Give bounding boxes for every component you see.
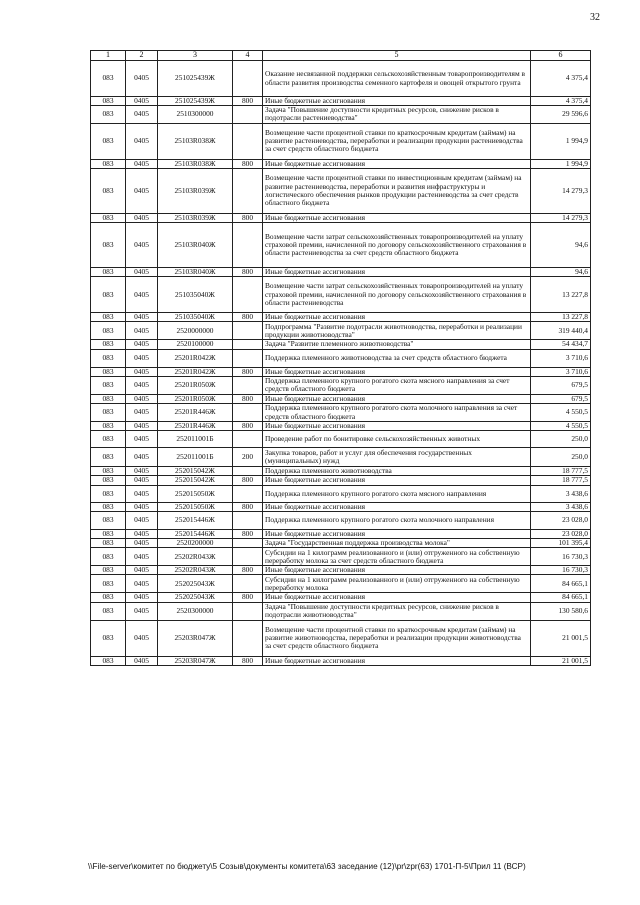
cell-amount: 3 710,6	[531, 349, 591, 367]
cell-section-code: 0405	[126, 593, 158, 602]
cell-amount: 250,0	[531, 448, 591, 467]
cell-section-code: 0405	[126, 656, 158, 665]
cell-name: Иные бюджетные ассигнования	[263, 422, 531, 431]
cell-section-code: 0405	[126, 340, 158, 349]
cell-name: Иные бюджетные ассигнования	[263, 367, 531, 376]
cell-expense-type	[233, 548, 263, 566]
cell-name: Поддержка племенного крупного рогатого скота мясного направления	[263, 485, 531, 502]
cell-section-code: 0405	[126, 213, 158, 222]
cell-target-article: 251025439Ж	[158, 61, 233, 97]
cell-name: Задача "Развитие племенного животноводства"	[263, 340, 531, 349]
cell-amount: 84 665,1	[531, 593, 591, 602]
cell-amount: 1 994,9	[531, 159, 591, 168]
cell-expense-type: 800	[233, 502, 263, 511]
cell-section-code: 0405	[126, 431, 158, 448]
cell-section-code: 0405	[126, 349, 158, 367]
cell-target-article: 252015050Ж	[158, 502, 233, 511]
cell-amount: 29 596,6	[531, 106, 591, 123]
cell-amount: 4 375,4	[531, 61, 591, 97]
cell-amount: 130 580,6	[531, 602, 591, 620]
cell-name: Оказание несвязанной поддержки сельскохозяйственным товаропроизводителям в области развития производства семенного картофеля и овощей открытого грунта	[263, 61, 531, 97]
cell-target-article: 251035040Ж	[158, 313, 233, 322]
cell-ministry-code: 083	[91, 268, 126, 277]
cell-name: Возмещение части процентной ставки по инвестиционным кредитам (займам) на развитие растениеводства, переработки и развития инфраструктуры и логистического обеспечения рынков продукции растениеводства за счет средств областного бюджета	[263, 168, 531, 213]
cell-name: Возмещение части затрат сельскохозяйственных товаропроизводителей на уплату страховой премии, начисленной по договору сельскохозяйственного страхования в области растениеводства за счет средств областного бюджета	[263, 223, 531, 268]
cell-amount: 16 730,3	[531, 548, 591, 566]
cell-ministry-code: 083	[91, 213, 126, 222]
cell-ministry-code: 083	[91, 485, 126, 502]
cell-amount: 23 028,0	[531, 529, 591, 538]
cell-target-article: 25201R042Ж	[158, 367, 233, 376]
cell-amount: 16 730,3	[531, 566, 591, 575]
cell-ministry-code: 083	[91, 223, 126, 268]
cell-amount: 21 001,5	[531, 656, 591, 665]
cell-amount: 21 001,5	[531, 620, 591, 656]
cell-expense-type: 800	[233, 159, 263, 168]
cell-amount: 23 028,0	[531, 511, 591, 529]
table-row	[91, 349, 591, 367]
cell-section-code: 0405	[126, 529, 158, 538]
cell-target-article: 25201R050Ж	[158, 376, 233, 394]
cell-target-article: 251035040Ж	[158, 277, 233, 313]
cell-expense-type	[233, 340, 263, 349]
table-row	[91, 602, 591, 620]
cell-ministry-code: 083	[91, 168, 126, 213]
cell-target-article: 252025043Ж	[158, 575, 233, 593]
cell-name: Задача "Повышение доступности кредитных ресурсов, снижение рисков в подотрасли животноводства"	[263, 602, 531, 620]
cell-ministry-code: 083	[91, 404, 126, 422]
cell-target-article: 2520200000	[158, 539, 233, 548]
cell-section-code: 0405	[126, 485, 158, 502]
table-row	[91, 422, 591, 431]
cell-expense-type: 800	[233, 476, 263, 485]
cell-expense-type: 800	[233, 268, 263, 277]
cell-target-article: 252011001Б	[158, 448, 233, 467]
column-header: 4	[233, 51, 263, 61]
table-row	[91, 404, 591, 422]
cell-ministry-code: 083	[91, 620, 126, 656]
cell-target-article: 252015050Ж	[158, 485, 233, 502]
cell-section-code: 0405	[126, 313, 158, 322]
cell-expense-type	[233, 168, 263, 213]
cell-amount: 13 227,8	[531, 277, 591, 313]
table-row	[91, 476, 591, 485]
cell-section-code: 0405	[126, 620, 158, 656]
cell-target-article: 252025043Ж	[158, 593, 233, 602]
cell-name: Задача "Повышение доступности кредитных ресурсов, снижение рисков в подотрасли растениеводства"	[263, 106, 531, 123]
cell-expense-type	[233, 322, 263, 340]
cell-ministry-code: 083	[91, 566, 126, 575]
table-row	[91, 223, 591, 268]
cell-expense-type	[233, 61, 263, 97]
cell-amount: 319 440,4	[531, 322, 591, 340]
table-row	[91, 394, 591, 403]
cell-target-article: 25103R040Ж	[158, 268, 233, 277]
cell-target-article: 25202R043Ж	[158, 566, 233, 575]
cell-section-code: 0405	[126, 467, 158, 476]
cell-amount: 101 395,4	[531, 539, 591, 548]
column-header: 3	[158, 51, 233, 61]
cell-name: Субсидии на 1 килограмм реализованного и (или) отгруженного на собственную переработку молока за счет средств областного бюджета	[263, 548, 531, 566]
cell-amount: 14 279,3	[531, 213, 591, 222]
column-header: 5	[263, 51, 531, 61]
cell-name: Поддержка племенного крупного рогатого скота молочного направления за счет средств областного бюджета	[263, 404, 531, 422]
table-row	[91, 529, 591, 538]
cell-ministry-code: 083	[91, 422, 126, 431]
cell-expense-type: 800	[233, 656, 263, 665]
cell-section-code: 0405	[126, 422, 158, 431]
table-row	[91, 620, 591, 656]
cell-amount: 13 227,8	[531, 313, 591, 322]
cell-target-article: 252015042Ж	[158, 476, 233, 485]
cell-name: Поддержка племенного животноводства	[263, 467, 531, 476]
cell-expense-type	[233, 404, 263, 422]
cell-section-code: 0405	[126, 602, 158, 620]
table-row	[91, 566, 591, 575]
table-row	[91, 593, 591, 602]
cell-amount: 3 710,6	[531, 367, 591, 376]
cell-name: Иные бюджетные ассигнования	[263, 394, 531, 403]
cell-target-article: 25103R038Ж	[158, 123, 233, 159]
table-row	[91, 322, 591, 340]
cell-expense-type	[233, 349, 263, 367]
cell-expense-type: 800	[233, 213, 263, 222]
cell-expense-type: 800	[233, 593, 263, 602]
table-row	[91, 511, 591, 529]
cell-amount: 84 665,1	[531, 575, 591, 593]
cell-target-article: 2520000000	[158, 322, 233, 340]
table-row	[91, 485, 591, 502]
cell-expense-type: 800	[233, 422, 263, 431]
cell-amount: 679,5	[531, 394, 591, 403]
column-header: 6	[531, 51, 591, 61]
cell-expense-type	[233, 123, 263, 159]
cell-amount: 4 550,5	[531, 422, 591, 431]
table-row	[91, 448, 591, 467]
table-row	[91, 159, 591, 168]
cell-expense-type	[233, 485, 263, 502]
cell-amount: 14 279,3	[531, 168, 591, 213]
cell-section-code: 0405	[126, 448, 158, 467]
cell-amount: 18 777,5	[531, 476, 591, 485]
table-row	[91, 367, 591, 376]
cell-amount: 250,0	[531, 431, 591, 448]
cell-expense-type: 800	[233, 97, 263, 106]
table-row	[91, 277, 591, 313]
cell-section-code: 0405	[126, 566, 158, 575]
table-row	[91, 97, 591, 106]
cell-name: Поддержка племенного крупного рогатого скота молочного направления	[263, 511, 531, 529]
cell-name: Иные бюджетные ассигнования	[263, 502, 531, 511]
cell-section-code: 0405	[126, 476, 158, 485]
cell-ministry-code: 083	[91, 106, 126, 123]
cell-target-article: 25103R040Ж	[158, 223, 233, 268]
cell-target-article: 25201R446Ж	[158, 422, 233, 431]
cell-target-article: 25203R047Ж	[158, 656, 233, 665]
cell-section-code: 0405	[126, 511, 158, 529]
cell-expense-type: 200	[233, 448, 263, 467]
cell-ministry-code: 083	[91, 367, 126, 376]
cell-section-code: 0405	[126, 367, 158, 376]
cell-target-article: 252015446Ж	[158, 529, 233, 538]
cell-expense-type	[233, 277, 263, 313]
cell-name: Подпрограмма "Развитие подотрасли животноводства, переработки и реализации продукции животноводства"	[263, 322, 531, 340]
cell-amount: 4 375,4	[531, 97, 591, 106]
cell-name: Возмещение части затрат сельскохозяйственных товаропроизводителей на уплату страховой премии, начисленной по договору сельскохозяйственного страхования в области растениеводства	[263, 277, 531, 313]
cell-target-article: 251025439Ж	[158, 97, 233, 106]
cell-ministry-code: 083	[91, 61, 126, 97]
cell-name: Иные бюджетные ассигнования	[263, 593, 531, 602]
table-row	[91, 502, 591, 511]
cell-target-article: 2510300000	[158, 106, 233, 123]
cell-amount: 94,6	[531, 268, 591, 277]
cell-section-code: 0405	[126, 159, 158, 168]
cell-name: Закупка товаров, работ и услуг для обеспечения государственных (муниципальных) нужд	[263, 448, 531, 467]
cell-ministry-code: 083	[91, 529, 126, 538]
cell-ministry-code: 083	[91, 511, 126, 529]
cell-section-code: 0405	[126, 322, 158, 340]
cell-section-code: 0405	[126, 123, 158, 159]
cell-target-article: 25103R038Ж	[158, 159, 233, 168]
cell-target-article: 2520300000	[158, 602, 233, 620]
cell-name: Иные бюджетные ассигнования	[263, 656, 531, 665]
cell-name: Задача "Государственная поддержка производства молока"	[263, 539, 531, 548]
cell-ministry-code: 083	[91, 548, 126, 566]
cell-section-code: 0405	[126, 394, 158, 403]
cell-ministry-code: 083	[91, 313, 126, 322]
cell-name: Возмещение части процентной ставки по краткосрочным кредитам (займам) на развитие растениеводства, переработки и реализации продукции растениеводства за счет средств областного бюджета	[263, 123, 531, 159]
cell-ministry-code: 083	[91, 394, 126, 403]
cell-ministry-code: 083	[91, 575, 126, 593]
cell-target-article: 252011001Б	[158, 431, 233, 448]
cell-ministry-code: 083	[91, 431, 126, 448]
table-row	[91, 431, 591, 448]
table-row	[91, 106, 591, 123]
cell-amount: 1 994,9	[531, 123, 591, 159]
cell-expense-type: 800	[233, 529, 263, 538]
cell-expense-type: 800	[233, 566, 263, 575]
cell-expense-type: 800	[233, 367, 263, 376]
cell-name: Иные бюджетные ассигнования	[263, 97, 531, 106]
cell-section-code: 0405	[126, 268, 158, 277]
cell-amount: 94,6	[531, 223, 591, 268]
cell-expense-type	[233, 602, 263, 620]
cell-amount: 18 777,5	[531, 467, 591, 476]
cell-target-article: 252015042Ж	[158, 467, 233, 476]
cell-ministry-code: 083	[91, 97, 126, 106]
table-row	[91, 313, 591, 322]
cell-ministry-code: 083	[91, 277, 126, 313]
cell-ministry-code: 083	[91, 123, 126, 159]
cell-ministry-code: 083	[91, 349, 126, 367]
table-row	[91, 575, 591, 593]
cell-amount: 3 438,6	[531, 502, 591, 511]
table-row	[91, 123, 591, 159]
table-row	[91, 376, 591, 394]
column-header: 2	[126, 51, 158, 61]
cell-name: Иные бюджетные ассигнования	[263, 566, 531, 575]
budget-table	[90, 50, 591, 666]
cell-section-code: 0405	[126, 97, 158, 106]
cell-name: Проведение работ по бонитировке сельскохозяйственных животных	[263, 431, 531, 448]
cell-section-code: 0405	[126, 376, 158, 394]
table-row	[91, 168, 591, 213]
cell-expense-type	[233, 223, 263, 268]
cell-section-code: 0405	[126, 61, 158, 97]
cell-expense-type	[233, 539, 263, 548]
cell-section-code: 0405	[126, 539, 158, 548]
cell-name: Иные бюджетные ассигнования	[263, 213, 531, 222]
cell-target-article: 25201R050Ж	[158, 394, 233, 403]
cell-section-code: 0405	[126, 168, 158, 213]
cell-expense-type	[233, 467, 263, 476]
cell-expense-type	[233, 106, 263, 123]
cell-ministry-code: 083	[91, 448, 126, 467]
cell-target-article: 252015446Ж	[158, 511, 233, 529]
page-number: 32	[590, 12, 600, 23]
cell-target-article: 25103R039Ж	[158, 168, 233, 213]
cell-target-article: 25103R039Ж	[158, 213, 233, 222]
table-row	[91, 467, 591, 476]
cell-section-code: 0405	[126, 404, 158, 422]
cell-ministry-code: 083	[91, 376, 126, 394]
cell-target-article: 2520100000	[158, 340, 233, 349]
cell-amount: 3 438,6	[531, 485, 591, 502]
cell-section-code: 0405	[126, 223, 158, 268]
table-row	[91, 340, 591, 349]
table-row	[91, 268, 591, 277]
file-path-footer: \\File-server\комитет по бюджету\5 Созыв\документы комитета\63 заседание (12)\pr\zpr(63) 1701-П-5\Прил 11 (ВСР)	[88, 862, 526, 871]
cell-amount: 679,5	[531, 376, 591, 394]
table-row	[91, 61, 591, 97]
cell-section-code: 0405	[126, 548, 158, 566]
cell-name: Иные бюджетные ассигнования	[263, 476, 531, 485]
cell-amount: 4 550,5	[531, 404, 591, 422]
cell-expense-type: 800	[233, 313, 263, 322]
table-row	[91, 213, 591, 222]
cell-expense-type: 800	[233, 394, 263, 403]
cell-name: Поддержка племенного животноводства за счет средств областного бюджета	[263, 349, 531, 367]
column-header: 1	[91, 51, 126, 61]
cell-target-article: 25201R446Ж	[158, 404, 233, 422]
cell-section-code: 0405	[126, 106, 158, 123]
cell-expense-type	[233, 620, 263, 656]
cell-ministry-code: 083	[91, 476, 126, 485]
cell-expense-type	[233, 511, 263, 529]
cell-target-article: 25201R042Ж	[158, 349, 233, 367]
cell-name: Субсидии на 1 килограмм реализованного и (или) отгруженного на собственную переработку молока	[263, 575, 531, 593]
cell-name: Поддержка племенного крупного рогатого скота мясного направления за счет средств областного бюджета	[263, 376, 531, 394]
cell-section-code: 0405	[126, 502, 158, 511]
table-row	[91, 539, 591, 548]
cell-ministry-code: 083	[91, 340, 126, 349]
table-row	[91, 548, 591, 566]
cell-name: Иные бюджетные ассигнования	[263, 159, 531, 168]
table-row	[91, 656, 591, 665]
cell-name: Иные бюджетные ассигнования	[263, 268, 531, 277]
cell-ministry-code: 083	[91, 467, 126, 476]
cell-ministry-code: 083	[91, 656, 126, 665]
cell-ministry-code: 083	[91, 159, 126, 168]
cell-ministry-code: 083	[91, 593, 126, 602]
table-header-row	[91, 51, 591, 61]
cell-name: Возмещение части процентной ставки по краткосрочным кредитам (займам) на развитие животноводства, переработки и реализации продукции животноводства за счет средств областного бюджета	[263, 620, 531, 656]
cell-expense-type	[233, 376, 263, 394]
cell-ministry-code: 083	[91, 539, 126, 548]
cell-name: Иные бюджетные ассигнования	[263, 529, 531, 538]
cell-target-article: 25202R043Ж	[158, 548, 233, 566]
cell-target-article: 25203R047Ж	[158, 620, 233, 656]
cell-ministry-code: 083	[91, 502, 126, 511]
cell-amount: 54 434,7	[531, 340, 591, 349]
cell-ministry-code: 083	[91, 602, 126, 620]
cell-section-code: 0405	[126, 575, 158, 593]
cell-ministry-code: 083	[91, 322, 126, 340]
cell-expense-type	[233, 575, 263, 593]
cell-name: Иные бюджетные ассигнования	[263, 313, 531, 322]
cell-section-code: 0405	[126, 277, 158, 313]
cell-expense-type	[233, 431, 263, 448]
